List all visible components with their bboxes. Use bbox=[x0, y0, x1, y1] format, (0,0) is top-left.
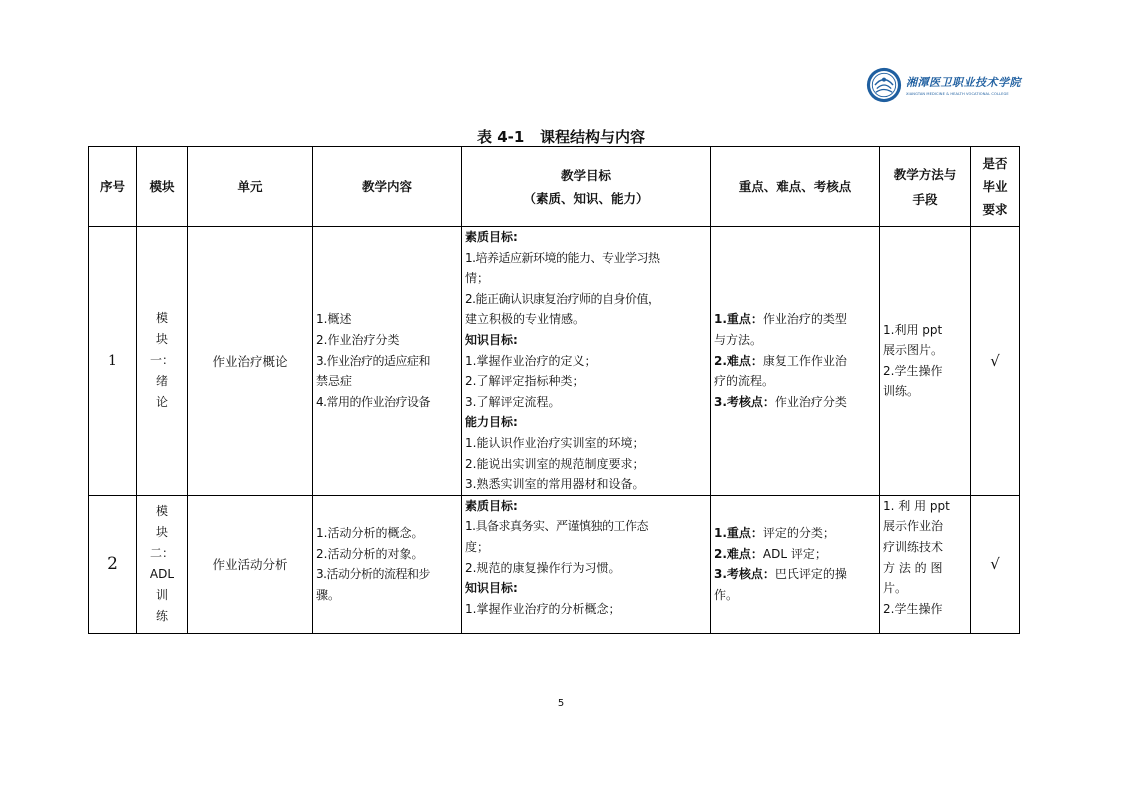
exam-point-label: 3.考核点： bbox=[714, 394, 775, 409]
key-point-text: 与方法。 bbox=[714, 332, 763, 347]
row2-content bbox=[313, 495, 462, 633]
method-line: 疗训练技术 bbox=[883, 539, 944, 554]
header-method-line2: 手段 bbox=[912, 191, 938, 207]
row1-module-char: 块 bbox=[155, 332, 168, 347]
knowledge-goal-title: 知识目标: bbox=[465, 332, 518, 347]
exam-point-text: 作。 bbox=[714, 587, 739, 602]
header-required-line3: 要求 bbox=[982, 202, 1008, 217]
row1-required-check: √ bbox=[971, 227, 1020, 496]
row2-module bbox=[137, 495, 188, 633]
header-key-points: 重点、难点、考核点 bbox=[711, 147, 880, 227]
college-seal-icon bbox=[866, 67, 902, 103]
goal-line: 1.掌握作业治疗的定义； bbox=[465, 353, 597, 368]
method-line: 2.学生操作 bbox=[883, 601, 943, 616]
method-line: 展示作业治 bbox=[883, 519, 944, 534]
row1-module-char: 一： bbox=[149, 353, 174, 368]
header-method bbox=[880, 147, 971, 227]
header-goal-line1: 教学目标 bbox=[560, 167, 611, 183]
key-point-text: 评定的分类； bbox=[762, 526, 835, 541]
row1-module-char: 模 bbox=[155, 311, 168, 326]
table-row bbox=[89, 495, 1020, 633]
row2-unit: 作业活动分析 bbox=[188, 495, 313, 633]
goal-line: 1.能认识作业治疗实训室的环境； bbox=[465, 435, 645, 450]
quality-goal-title: 素质目标: bbox=[465, 498, 518, 513]
goal-line: 2.能正确认识康复治疗师的自身价值， bbox=[465, 291, 660, 306]
method-line: 1. 利 用 ppt bbox=[883, 498, 950, 513]
difficulty-text: 疗的流程。 bbox=[714, 374, 775, 389]
row1-unit: 作业治疗概论 bbox=[188, 227, 313, 496]
method-line: 方 法 的 图 bbox=[883, 560, 943, 575]
row1-method bbox=[880, 227, 971, 496]
goal-line: 1.掌握作业治疗的分析概念； bbox=[465, 601, 621, 616]
content-line: 3.作业治疗的适应症和 bbox=[316, 353, 430, 368]
table-title: 表 4-1 课程结构与内容 bbox=[477, 128, 645, 146]
method-line: 片。 bbox=[883, 581, 908, 596]
knowledge-goal-title: 知识目标: bbox=[465, 581, 518, 596]
header-module: 模块 bbox=[137, 147, 188, 227]
row1-module-char: 论 bbox=[155, 395, 168, 410]
method-line: 2.学生操作 bbox=[883, 363, 943, 378]
content-line: 4.常用的作业治疗设备 bbox=[316, 394, 430, 409]
goal-line: 情； bbox=[465, 271, 490, 286]
key-point-text: 作业治疗的类型 bbox=[762, 312, 847, 327]
row2-goals bbox=[462, 495, 711, 633]
difficulty-text: ADL 评定； bbox=[762, 546, 827, 561]
row2-seq: 2 bbox=[89, 495, 137, 633]
header-goal-line2: （素质、知识、能力） bbox=[523, 190, 649, 206]
row2-module-char: 二： bbox=[149, 546, 174, 561]
goal-line: 3.熟悉实训室的常用器材和设备。 bbox=[465, 477, 645, 492]
table-header-row bbox=[89, 147, 1020, 227]
row1-content bbox=[313, 227, 462, 496]
logo-english-name: XIANGTAN MEDICINE & HEALTH VOCATIONAL COLLEGE bbox=[906, 92, 1009, 96]
difficulty-label: 2.难点： bbox=[714, 546, 763, 561]
content-line: 1.活动分析的概念。 bbox=[316, 526, 424, 541]
goal-line: 1.培养适应新环境的能力、专业学习热 bbox=[465, 250, 660, 265]
row2-module-char: 块 bbox=[155, 525, 168, 540]
method-line: 展示图片。 bbox=[883, 343, 944, 358]
difficulty-text: 康复工作作业治 bbox=[762, 353, 847, 368]
row2-module-char: 模 bbox=[155, 504, 168, 519]
header-required-line2: 毕业 bbox=[982, 179, 1008, 194]
row1-goals bbox=[462, 227, 711, 496]
row2-key-points bbox=[711, 495, 880, 633]
key-point-label: 1.重点： bbox=[714, 526, 763, 541]
goal-line: 建立积极的专业情感。 bbox=[465, 312, 586, 327]
method-line: 1.利用 ppt bbox=[883, 322, 943, 337]
goal-line: 1.具备求真务实、严谨慎独的工作态 bbox=[465, 519, 648, 534]
method-line: 训练。 bbox=[883, 384, 920, 399]
goal-line: 3.了解评定流程。 bbox=[465, 394, 561, 409]
header-seq: 序号 bbox=[89, 147, 137, 227]
row2-module-char: 练 bbox=[155, 609, 168, 624]
content-line: 骤。 bbox=[316, 587, 341, 602]
row1-module-char: 绪 bbox=[155, 374, 168, 389]
header-unit: 单元 bbox=[188, 147, 313, 227]
exam-point-label: 3.考核点： bbox=[714, 567, 775, 582]
content-line: 2.活动分析的对象。 bbox=[316, 546, 424, 561]
goal-line: 2.能说出实训室的规范制度要求； bbox=[465, 456, 645, 471]
goal-line: 度； bbox=[465, 539, 490, 554]
quality-goal-title: 素质目标: bbox=[465, 230, 518, 244]
ability-goal-title: 能力目标: bbox=[465, 415, 518, 430]
header-content: 教学内容 bbox=[313, 147, 462, 227]
goal-line: 2.了解评定指标种类； bbox=[465, 374, 585, 389]
table-row bbox=[89, 227, 1020, 496]
exam-point-text: 巴氏评定的操 bbox=[774, 567, 847, 582]
goal-line: 2.规范的康复操作行为习惯。 bbox=[465, 560, 621, 575]
content-line: 禁忌症 bbox=[316, 374, 353, 389]
row2-module-char: ADL bbox=[149, 567, 175, 582]
row1-key-points bbox=[711, 227, 880, 496]
header-required-line1: 是否 bbox=[982, 156, 1008, 171]
key-point-label: 1.重点： bbox=[714, 312, 763, 327]
header-method-line1: 教学方法与 bbox=[893, 166, 957, 182]
content-line: 1.概述 bbox=[316, 312, 352, 327]
header-goal bbox=[462, 147, 711, 227]
difficulty-label: 2.难点： bbox=[714, 353, 763, 368]
page-number: 5 bbox=[557, 698, 565, 709]
logo-chinese-name: 湘潭医卫职业技术学院 bbox=[906, 76, 1021, 89]
row2-method bbox=[880, 495, 971, 633]
row1-seq: 1 bbox=[89, 227, 137, 496]
header-required bbox=[971, 147, 1020, 227]
college-logo bbox=[866, 66, 1021, 104]
content-line: 2.作业治疗分类 bbox=[316, 332, 400, 347]
course-structure-table bbox=[88, 146, 1020, 634]
exam-point-text: 作业治疗分类 bbox=[774, 394, 847, 409]
row1-module bbox=[137, 227, 188, 496]
row2-module-char: 训 bbox=[155, 588, 168, 603]
row2-required-check: √ bbox=[971, 495, 1020, 633]
content-line: 3.活动分析的流程和步 bbox=[316, 567, 430, 582]
